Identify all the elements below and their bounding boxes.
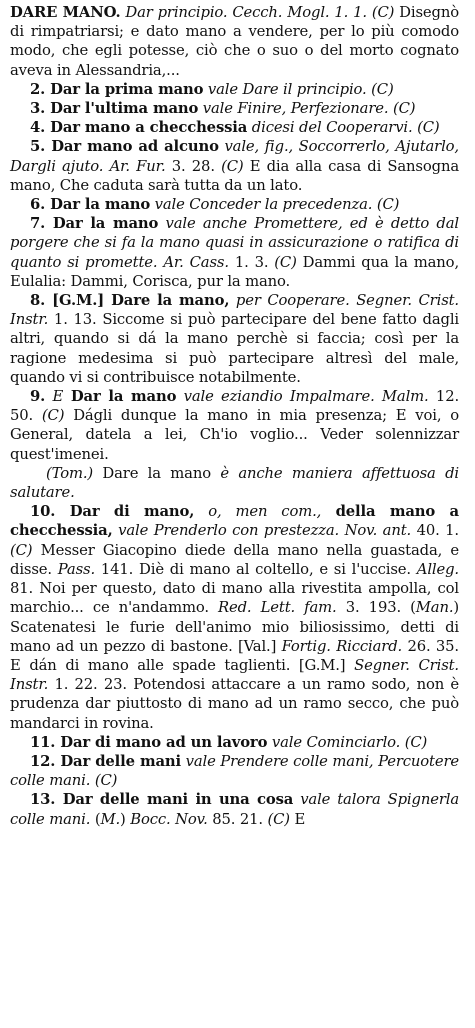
- entry-headword: 6. Dar la mano: [30, 196, 151, 214]
- entry-italic-text: E: [45, 388, 64, 406]
- entry-text: E dia alla casa di Sansogna mano, Che caduta sarà tutta da un lato.: [10, 157, 459, 194]
- entry-headword: 2. Dar la prima mano: [30, 80, 204, 98]
- entry-italic-text: vale eziandio Impalmare. Malm.: [176, 388, 429, 406]
- entry-headword: 4. Dar mano a checchessia: [30, 119, 248, 137]
- entry-italic-text: o, men com.,: [194, 503, 322, 521]
- entry-italic-text: M.: [100, 810, 121, 828]
- entry-text: 40. 1.: [411, 522, 459, 540]
- entry-italic-text: vale Conceder la precedenza. (C): [150, 196, 400, 214]
- entry-text: 1. 3.: [228, 253, 269, 271]
- entry-italic-text: Fortig. Ricciard.: [276, 637, 403, 655]
- dictionary-entry: [10, 752, 459, 790]
- entry-text: ): [120, 810, 126, 828]
- dictionary-entry: [10, 80, 459, 99]
- entry-headword: DARE MANO.: [10, 4, 121, 21]
- entry-text: 12. 50.: [10, 388, 460, 425]
- entry-italic-text: (C): [214, 157, 244, 175]
- entry-headword: 7. Dar la mano: [30, 215, 159, 233]
- entry-italic-text: (C): [268, 253, 297, 271]
- dictionary-entry: [10, 464, 459, 502]
- entry-text: Messer Giacopino diede della mano nella guastada, e disse.: [10, 541, 459, 578]
- dictionary-entry: [10, 790, 459, 828]
- entry-text: 1. 13. Siccome si può partecipare del bene fatto dagli altri, quando si dá la mano perchè si faccia; così per la ragione medesima si può partecipare altresì del male, quando vi si contribuisce notabilmente.: [10, 311, 459, 386]
- entry-headword: 10. Dar di mano,: [30, 503, 195, 521]
- entry-italic-text: Alleg.: [410, 560, 459, 578]
- entry-text: Dágli dunque la mano in mia presenza; E voi, o General, datela a lei, Ch'io voglio... Veder solennizzar quest'imenei.: [10, 407, 459, 463]
- dictionary-entry: [10, 214, 459, 291]
- entry-text: 85. 21.: [207, 810, 263, 828]
- entry-italic-text: Red. Lett. fam.: [208, 599, 337, 617]
- dictionary-entry: [10, 387, 459, 464]
- entry-italic-text: vale Prenderlo con prestezza. Nov. ant.: [112, 522, 412, 540]
- entry-text: 3. 28.: [165, 157, 215, 175]
- entry-headword: Dar la mano: [63, 388, 177, 406]
- entry-text: 3. 193. (: [336, 599, 416, 617]
- entry-headword: 9.: [30, 388, 46, 406]
- entry-italic-text: vale talora Spignerla colle mani.: [10, 791, 459, 828]
- entry-italic-text: Man.: [415, 599, 454, 617]
- entry-italic-text: (C): [33, 407, 65, 425]
- entry-italic-text: vale Dare il principio. (C): [203, 80, 394, 98]
- entry-italic-text: Segner. Crist. Instr.: [10, 656, 459, 694]
- dictionary-entry: [10, 3, 459, 80]
- entry-italic-text: vale Finire, Perfezionare. (C): [198, 100, 416, 118]
- entry-text: ) Scatenatesi le furie dell'animo mio biliosissimo, detti di mano ad un pezzo di bastone. [Val.]: [10, 599, 460, 655]
- dictionary-entry: [10, 137, 459, 195]
- entry-headword: 13. Dar delle mani in una cosa: [30, 791, 294, 809]
- entry-text: Dammi qua la mano, Eulalia: Dammi, Corisca, pur la mano.: [10, 253, 459, 290]
- dictionary-entry: [10, 118, 459, 137]
- entry-headword: 5. Dar mano ad alcuno: [30, 138, 219, 156]
- entry-italic-text: vale Prendere colle mani, Percuotere colle mani. (C): [10, 752, 459, 790]
- entry-headword: 3. Dar l'ultima mano: [30, 100, 199, 118]
- entry-italic-text: vale anche Promettere, ed è detto dal porgere che si fa la mano quasi in assicurazione o ratifica di quanto si promette. Ar. Cass.: [10, 215, 459, 271]
- entry-italic-text: per Cooperare. Segner. Crist. Instr.: [10, 292, 459, 329]
- entry-italic-text: (Tom.): [46, 464, 94, 482]
- entry-headword: 8. [G.M.] Dare la mano,: [30, 292, 230, 310]
- entry-headword: della mano a checchessia,: [10, 503, 459, 540]
- entry-text: 26. 35. E dán di mano alle spade taglienti. [G.M.]: [10, 637, 459, 674]
- dictionary-entry: [10, 99, 459, 118]
- entry-italic-text: vale, fig., Soccorrerlo, Ajutarlo, Dargli ajuto. Ar. Fur.: [10, 138, 459, 175]
- entry-italic-text: Pass.: [51, 560, 96, 578]
- entry-text: (: [90, 810, 101, 828]
- dictionary-entry: [10, 291, 459, 387]
- entry-italic-text: è anche maniera affettuosa di salutare.: [10, 464, 459, 502]
- dictionary-entry: [10, 502, 459, 732]
- entry-text: 141. Diè di mano al coltello, e si l'uccise.: [95, 560, 411, 578]
- entry-italic-text: Bocc. Nov.: [125, 810, 208, 828]
- entry-text: 1. 22. 23. Potendosi attaccare a un ramo sodo, non è prudenza dar piuttosto di mano ad un ramo secco, che può mandarci in rovina.: [10, 676, 459, 732]
- entry-headword: 12. Dar delle mani: [30, 752, 181, 770]
- entry-text: Disegnò di rimpatriarsi; e dato mano a vendere, per lo più comodo modo, che egli potesse, ciò che o suo o del morto cognato aveva in Alessandria,...: [10, 4, 459, 79]
- entry-italic-text: Dar principio. Cecch. Mogl. 1. 1. (C): [120, 4, 395, 21]
- dictionary-entry: [10, 733, 459, 752]
- dictionary-entry: [10, 195, 459, 214]
- entry-text: Dare la mano: [93, 464, 211, 482]
- entry-headword: 11. Dar di mano ad un lavoro: [30, 733, 268, 751]
- entry-text: E: [289, 810, 306, 828]
- entry-italic-text: dicesi del Cooperarvi. (C): [247, 119, 440, 137]
- entry-italic-text: (C): [262, 810, 290, 828]
- entry-italic-text: (C): [10, 541, 33, 559]
- entry-text: 81. Noi per questo, dato di mano alla rivestita ampolla, col marchio... ce n'andammo.: [10, 580, 459, 617]
- entry-italic-text: vale Cominciarlo. (C): [267, 733, 428, 751]
